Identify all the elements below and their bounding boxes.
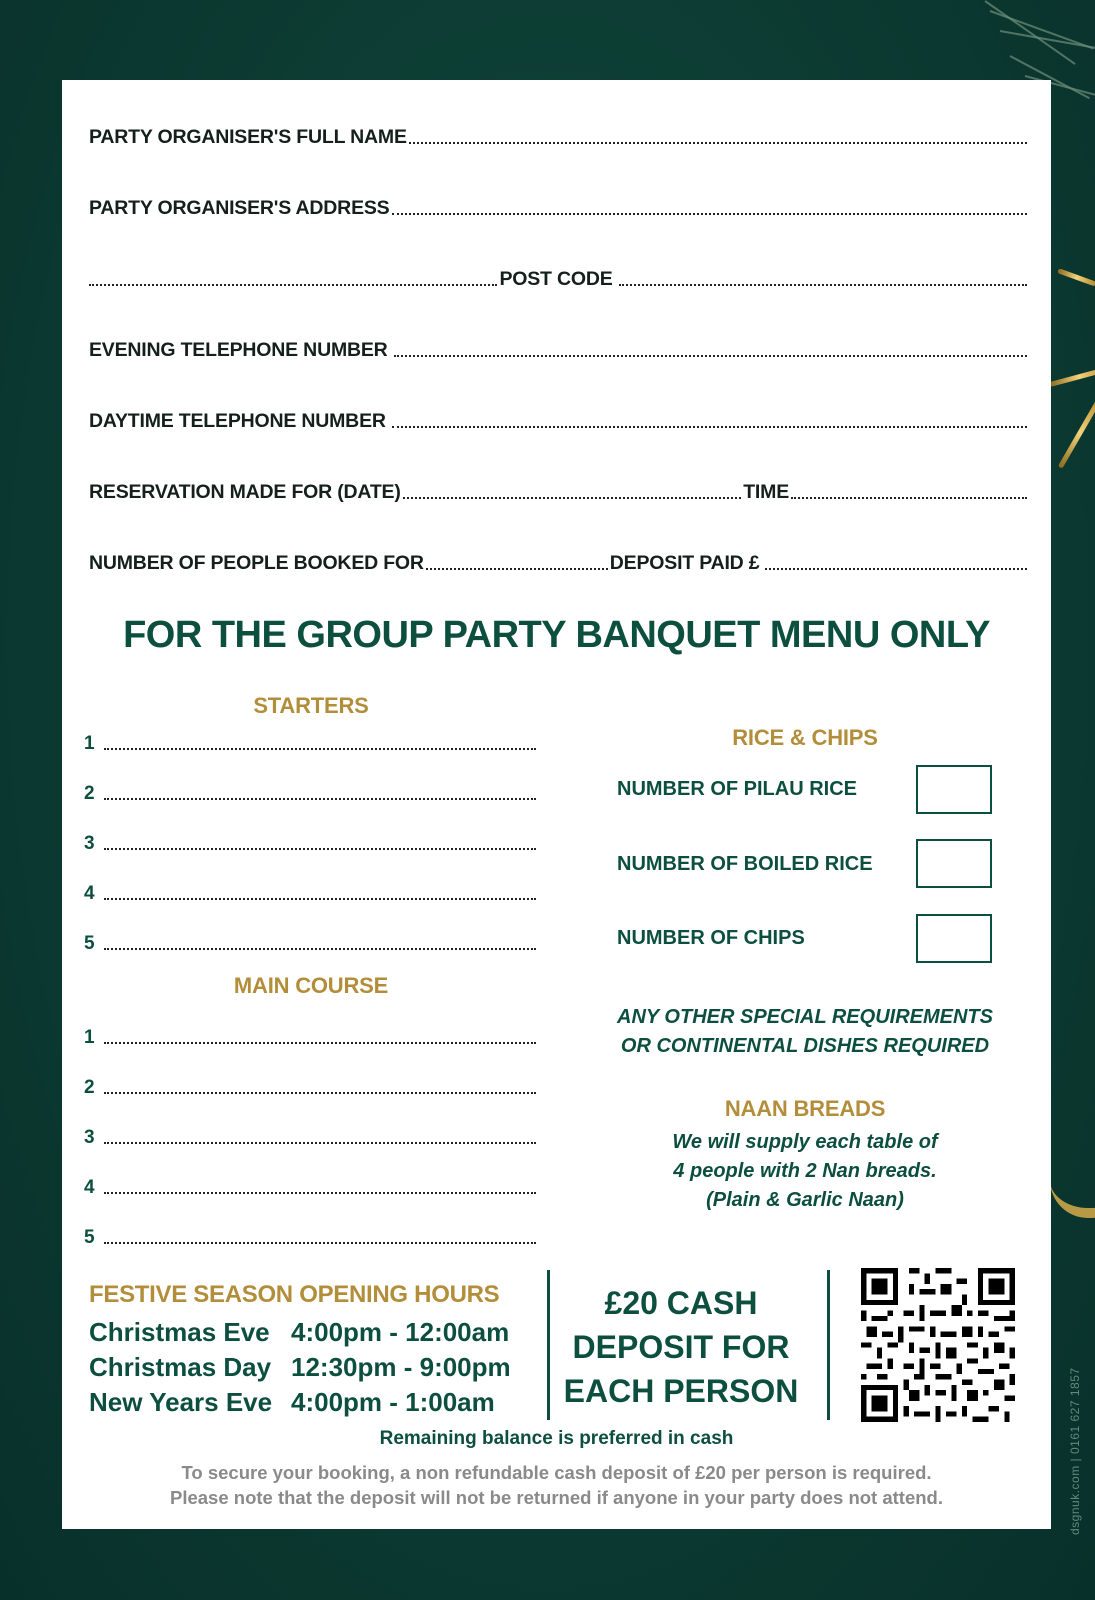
starter-line-5[interactable] <box>104 948 536 950</box>
hours-row-new-years-eve <box>89 1387 495 1418</box>
divider-right <box>827 1270 830 1420</box>
hours-time: 12:30pm - 9:00pm <box>291 1352 511 1382</box>
post-code-line[interactable] <box>619 284 1027 286</box>
daytime-phone-line[interactable] <box>392 426 1027 428</box>
reservation-date-line[interactable] <box>403 497 742 499</box>
main-course-title: MAIN COURSE <box>233 973 389 998</box>
organiser-name-label: PARTY ORGANISER'S FULL NAME <box>89 126 407 148</box>
main-row-3[interactable] <box>84 1125 538 1149</box>
row-number: 3 <box>84 833 95 854</box>
people-booked-label: NUMBER OF PEOPLE BOOKED FOR <box>89 552 424 574</box>
remaining-balance-note: Remaining balance is preferred in cash <box>379 1428 734 1449</box>
row-number: 1 <box>84 1027 95 1048</box>
starter-row-5[interactable] <box>84 931 538 955</box>
main-row-4[interactable] <box>84 1175 538 1199</box>
row-number: 5 <box>84 1227 95 1248</box>
row-number: 5 <box>84 933 95 954</box>
hours-row-christmas-eve <box>89 1317 509 1348</box>
naan-breads-note <box>590 1128 1020 1215</box>
address-postcode-field[interactable] <box>89 265 1029 291</box>
banquet-menu-heading: FOR THE GROUP PARTY BANQUET MENU ONLY <box>123 614 990 656</box>
row-number: 3 <box>84 1127 95 1148</box>
evening-phone-field[interactable] <box>89 336 1029 362</box>
qr-code-icon[interactable] <box>861 1268 1015 1422</box>
opening-hours-title: FESTIVE SEASON OPENING HOURS <box>89 1281 500 1308</box>
reservation-date-time-field[interactable] <box>89 478 1029 504</box>
row-number: 2 <box>84 1077 95 1098</box>
starter-row-3[interactable] <box>84 831 538 855</box>
special-requirements-line-2: OR CONTINENTAL DISHES REQUIRED <box>620 1035 990 1057</box>
naan-line-1: We will supply each table of <box>672 1131 938 1153</box>
main-line-4[interactable] <box>104 1192 536 1194</box>
evening-phone-label: EVENING TELEPHONE NUMBER <box>89 339 388 361</box>
hours-day: Christmas Eve <box>89 1317 270 1347</box>
main-row-1[interactable] <box>84 1025 538 1049</box>
main-line-3[interactable] <box>104 1142 536 1144</box>
rice-chips-title: RICE & CHIPS <box>732 725 878 750</box>
pilau-rice-label: NUMBER OF PILAU RICE <box>617 778 857 800</box>
row-number: 2 <box>84 783 95 804</box>
starter-line-4[interactable] <box>104 898 536 900</box>
deposit-paid-label: DEPOSIT PAID £ <box>609 552 760 574</box>
evening-phone-line[interactable] <box>394 355 1027 357</box>
hours-day: New Years Eve <box>89 1387 273 1417</box>
daytime-phone-field[interactable] <box>89 407 1029 433</box>
row-number: 4 <box>84 883 95 904</box>
chips-label: NUMBER OF CHIPS <box>617 927 805 949</box>
deposit-terms-note <box>62 1460 1051 1510</box>
terms-line-2: Please note that the deposit will not be returned if anyone in your party does not attend. <box>170 1487 943 1508</box>
special-requirements-note <box>590 1003 1020 1061</box>
row-number: 1 <box>84 733 95 754</box>
starter-row-2[interactable] <box>84 781 538 805</box>
divider-left <box>547 1270 550 1420</box>
terms-line-1: To secure your booking, a non refundable cash deposit of £20 per person is required. <box>181 1462 932 1483</box>
deposit-line-1: £20 CASH <box>604 1285 758 1321</box>
organiser-address-label: PARTY ORGANISER'S ADDRESS <box>89 197 390 219</box>
main-row-5[interactable] <box>84 1225 538 1249</box>
organiser-address-field[interactable] <box>89 194 1029 220</box>
reservation-date-label: RESERVATION MADE FOR (DATE) <box>89 481 401 503</box>
deposit-line-2: DEPOSIT FOR <box>572 1329 790 1365</box>
time-line[interactable] <box>791 497 1027 499</box>
starter-line-1[interactable] <box>104 748 536 750</box>
main-line-5[interactable] <box>104 1242 536 1244</box>
naan-line-3: (Plain & Garlic Naan) <box>706 1189 904 1211</box>
chips-count-box[interactable] <box>916 914 992 963</box>
boiled-rice-label: NUMBER OF BOILED RICE <box>617 853 873 875</box>
deposit-line-3: EACH PERSON <box>563 1373 799 1409</box>
organiser-name-line[interactable] <box>409 142 1027 144</box>
special-requirements-line-1: ANY OTHER SPECIAL REQUIREMENTS <box>617 1006 993 1028</box>
starter-line-2[interactable] <box>104 798 536 800</box>
starter-row-4[interactable] <box>84 881 538 905</box>
hours-row-christmas-day <box>89 1352 511 1383</box>
boiled-rice-count-box[interactable] <box>916 839 992 888</box>
starter-row-1[interactable] <box>84 731 538 755</box>
main-row-2[interactable] <box>84 1075 538 1099</box>
organiser-name-field[interactable] <box>89 123 1029 149</box>
main-line-1[interactable] <box>104 1042 536 1044</box>
time-label: TIME <box>743 481 789 503</box>
cash-deposit-notice <box>552 1281 810 1413</box>
side-credit: dsgnuk.com | 0161 627 1857 <box>1068 1367 1082 1535</box>
naan-line-2: 4 people with 2 Nan breads. <box>673 1160 937 1182</box>
main-line-2[interactable] <box>104 1092 536 1094</box>
pilau-rice-count-box[interactable] <box>916 765 992 814</box>
organiser-address-line[interactable] <box>392 213 1028 215</box>
daytime-phone-label: DAYTIME TELEPHONE NUMBER <box>89 410 386 432</box>
people-deposit-field[interactable] <box>89 549 1029 575</box>
hours-time: 4:00pm - 12:00am <box>291 1317 510 1347</box>
hours-time: 4:00pm - 1:00am <box>291 1387 495 1417</box>
people-booked-line[interactable] <box>426 568 608 570</box>
deposit-paid-line[interactable] <box>765 568 1027 570</box>
hours-day: Christmas Day <box>89 1352 272 1382</box>
row-number: 4 <box>84 1177 95 1198</box>
address-line-2[interactable] <box>89 284 497 286</box>
naan-breads-title: NAAN BREADS <box>724 1096 886 1121</box>
post-code-label: POST CODE <box>499 268 613 290</box>
gold-star-decoration <box>1050 250 1095 500</box>
starters-title: STARTERS <box>253 693 369 718</box>
starter-line-3[interactable] <box>104 848 536 850</box>
